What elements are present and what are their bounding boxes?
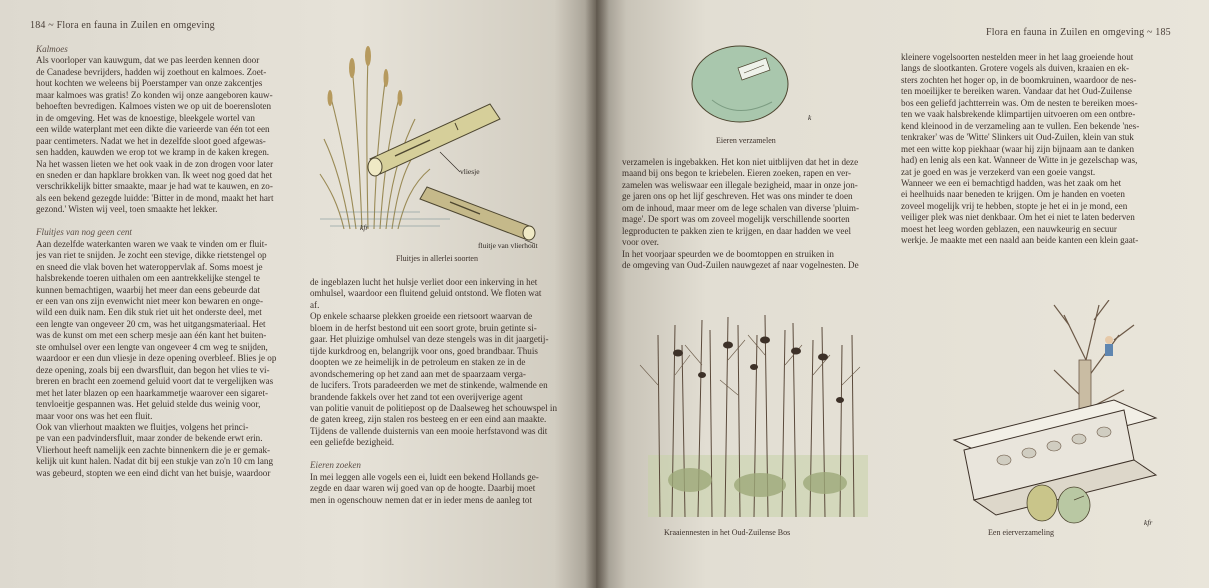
collection-signature: kfr: [1144, 518, 1153, 527]
text-line: tenvloeitje gespannen was. Het geluid stelde dus weinig voor,: [36, 399, 261, 410]
text-line: Vlierhout heeft namelijk een zachte binnenkern die je er gemak-: [36, 444, 271, 455]
text-line: In het voorjaar speurden we de boomtoppen en struiken in: [622, 248, 834, 259]
text-line: Aan dezelfde waterkanten waren we vaak te vinden om er fluit-: [36, 238, 268, 249]
label-fluitje-vlierhout: fluitje van vlierhout: [478, 241, 538, 250]
text-line: bos een geliefd jachtterrein was. Om de nesten te bereiken moes-: [901, 97, 1138, 108]
text-line: met een witte kop piekhaar (waar hij zijn bijnaam aan te danken: [901, 143, 1135, 154]
left-page: [0, 0, 596, 588]
egg-illustration: [682, 40, 822, 134]
text-line: om de inhoud, maar meer om de lege schalen van diverse 'pluim-: [622, 202, 859, 213]
text-line: er een van ons zijn evenwicht niet meer kon bewaren en onge-: [36, 295, 263, 306]
text-line: ei heelhuids naar beneden te krijgen. Om je handen en voeten: [901, 189, 1125, 200]
right-page: [596, 0, 1209, 588]
text-line: met het later blazen op een haarkammetje waarover een sigaret-: [36, 387, 269, 398]
text-line: gezond.' Wisten wij veel, toen smaakte het lekker.: [36, 204, 218, 215]
caption-eierverzameling: Een eierverzameling: [988, 528, 1054, 537]
text-line: veiliger plek was niet denkbaar. Om het ei niet te laten bederven: [901, 212, 1135, 223]
text-line: wild een duik nam. Een dik stuk riet uit het onderste deel, met: [36, 307, 262, 318]
text-line: kend kleinood in de verzameling aan te vullen. Een bekende 'nes-: [901, 120, 1140, 131]
text-line: en sneed die vlak boven het wateroppervlak af. Soms moest je: [36, 261, 263, 272]
text-line: breren en bracht een zoemend geluid voort dat te vergelijken was: [36, 376, 274, 387]
text-line: en sneden er dan hapklare brokken van. Ik weet nog goed dat het: [36, 169, 273, 180]
text-line: legproducten te pakken zien te krijgen, en daar hadden we veel: [622, 225, 852, 236]
text-line: deze opening, zoals bij een dwarsfluit, dan begon het vlies te vi-: [36, 364, 270, 375]
text-line: Op enkele schaarse plekken groeide een rietsoort waarvan de: [310, 311, 533, 322]
text-line: een wilde waterplant met een dikte die varieerde van één tot een: [36, 124, 270, 135]
crows-nests-illustration: [630, 305, 880, 525]
text-line: langs de slootkanten. Grotere vogels als duiven, kraaien en ek-: [901, 63, 1130, 74]
text-line: bloem in de herfst bestond uit een soort grote, bruin getinte si-: [310, 322, 537, 333]
left-running-head: 184 ~ Flora en fauna in Zuilen en omgeving: [30, 20, 215, 31]
text-line: sters zochten het hoger op, in de boomkruinen, waardoor de nes-: [901, 74, 1137, 85]
text-line: gaar. Het pluizige omhulsel van deze stengels was in dit jaargetij-: [310, 334, 549, 345]
text-line: de Canadese bevrijders, hadden wij zoethout en kalmoes. Zoet-: [36, 66, 267, 77]
text-line: brandende fakkels over het zand tot een overijverige agent: [310, 391, 523, 402]
caption-kraaiennesten: Kraaiennesten in het Oud-Zuilense Bos: [664, 528, 791, 537]
text-line: avondschemering op het zand aan met de spaarzaam verga-: [310, 368, 526, 379]
flutes-illustration: [300, 44, 580, 258]
text-line: pe van een padvindersfluit, maar zonder de bekende erwt erin.: [36, 433, 263, 444]
text-line: doopten we ze heimelijk in de petroleum en staken ze in de: [310, 357, 526, 368]
text-line: zoveel mogelijk vrij te hebben, stopte je het ei in je mond, een: [901, 200, 1128, 211]
label-vliesje: vliesje: [460, 167, 480, 176]
section-heading: Eieren zoeken: [310, 460, 361, 471]
text-line: voor over.: [622, 237, 659, 248]
section-heading: Kalmoes: [36, 44, 68, 54]
text-line: ge jaren ons op het lijf geschreven. Het was ons minder te doen: [622, 191, 853, 202]
text-line: was gebeurd, stopten we een eind dicht van het buisje, waardoor: [36, 467, 271, 478]
text-line: kelijk uit kunt halen. Nadat dit bij een stukje van zo'n 10 cm lang: [36, 456, 274, 467]
text-line: kunnen bemachtigen, waarbij het meer dan eens gebeurde dat: [36, 284, 260, 295]
text-line: moest het leeg worden geblazen, een nauwkeurig en secuur: [901, 223, 1117, 234]
text-line: Ook van vlierhout maakten we fluitjes, volgens het princi-: [36, 421, 249, 432]
text-line: ten moeilijker te bereiken waren. Vandaar dat het Oud-Zuilense: [901, 86, 1132, 97]
text-line: kleinere vogelsoorten nestelden meer in het laag groeiende hout: [901, 52, 1134, 62]
text-line: Als voorloper van kauwgum, dat we pas leerden kennen door: [36, 55, 260, 66]
text-line: [310, 449, 572, 460]
text-line: een geliefde bezigheid.: [310, 437, 395, 448]
text-line: paar centimeters. Nadat we het in dezelfde sloot goed afgewas-: [36, 135, 266, 146]
text-line: ste omhulsel over een lengte van ongeveer 4 cm weg te snijden,: [36, 341, 268, 352]
text-line: tenkraker' was de 'Witte' Slinkers uit Oud-Zuilen, klein van stuk: [901, 132, 1134, 143]
right-running-head: Flora en fauna in Zuilen en omgeving ~ 185: [986, 27, 1171, 38]
text-line: waardoor er een dun vliesje in deze opening overbleef. Blies je op: [36, 353, 277, 364]
text-line: maand bij ons begon te kriebelen. Eieren zoeken, rapen en ver-: [622, 168, 852, 179]
text-line: de ingeblazen lucht het hulsje verliet door een inkerving in het: [310, 277, 538, 287]
text-line: Na het wassen lieten we het ook vaak in de zon drogen voor later: [36, 158, 274, 169]
text-line: zegde en daar waren wij goed van op de hoogte. Daarbij moet: [310, 483, 536, 494]
left-page-column-1: [36, 44, 298, 479]
right-page-column-1: [622, 157, 887, 272]
text-line: verzamelen is ingebakken. Het kon niet uitblijven dat het in deze: [622, 157, 859, 167]
text-line: was de kunst om met een scherp mesje aan één kant het buiten-: [36, 330, 267, 341]
text-line: af.: [310, 299, 320, 310]
text-line: verschrikkelijk bitter smaakte, maar je had wat te kauwen, en zo-: [36, 181, 273, 192]
caption-eieren-verzamelen: Eieren verzamelen: [716, 136, 776, 145]
text-line: ten we vaak halsbrekende klimpartijen uitvoeren om een ontbre-: [901, 109, 1136, 120]
text-line: Wanneer we een ei bemachtigd hadden, was het zaak om het: [901, 177, 1122, 188]
egg-collection-illustration: [924, 300, 1194, 530]
text-line: als een bekend gezegde luidde: 'Bitter in de mond, maakt het hart: [36, 192, 274, 203]
artist-signature: kfr: [360, 223, 369, 232]
text-line: Tijdens de vallende duisternis van een mooie herfstavond was dit: [310, 425, 548, 436]
text-line: behoeften bevredigen. Kalmoes visten we op uit de boerensloten: [36, 101, 272, 112]
text-line: had) en lenig als een kat. Wanneer de Witte in je gezelschap was,: [901, 155, 1138, 166]
left-page-column-2: [310, 277, 572, 506]
text-line: mage'. De sport was om zoveel mogelijk verschillende soorten: [622, 214, 850, 225]
right-page-column-2: [901, 52, 1181, 247]
caption-fluitjes: Fluitjes in allerlei soorten: [396, 254, 478, 263]
text-line: de lucifers. Trots paradeerden we met de stinkende, walmende en: [310, 380, 548, 391]
text-line: omhulsel, waardoor een fluitend geluid ontstond. We floten wat: [310, 288, 542, 299]
text-line: [36, 216, 298, 227]
text-line: tijde kurkdroog en, belangrijk voor ons, goed brandbaar. Thuis: [310, 345, 538, 356]
text-line: In mei leggen alle vogels een ei, luidt een bekend Hollands ge-: [310, 471, 539, 482]
book-gutter: [585, 0, 609, 588]
text-line: maar kalmoes was gratis! Zo konden wij onze aangeboren kauw-: [36, 89, 273, 100]
egg-signature: k: [808, 113, 812, 122]
text-line: zamelen was weliswaar een illegale bezigheid, maar in onze jon-: [622, 179, 858, 190]
text-line: de gaten kreeg, zijn stalen ros besteeg en er een eind aan maakte.: [310, 414, 547, 425]
text-line: maar voor ons was het een fluit.: [36, 410, 153, 421]
text-line: werkje. Je maakte met een naald aan beide kanten een klein gaat-: [901, 235, 1139, 246]
text-line: men in ogenschouw nemen dat er in ieder mens de aanleg tot: [310, 494, 532, 505]
text-line: in de omgeving. Het was de knoestige, bleekgele wortel van: [36, 112, 255, 123]
section-heading: Fluitjes van nog geen cent: [36, 227, 132, 238]
text-line: halsbrekende toeren uithalen om een aantrekkelijke stengel te: [36, 273, 260, 284]
text-line: de omgeving van Oud-Zuilen nauwgezet af naar vogelnesten. De: [622, 260, 859, 271]
text-line: sen hadden, kauwden we erop tot we kramp in de kaken kregen.: [36, 147, 270, 158]
text-line: hout kochten we weleens bij Poerstamper van onze zakcentjes: [36, 78, 263, 89]
text-line: van politie vanuit de politiepost op de Daalseweg het schouwspel in: [310, 402, 557, 413]
text-line: jes van riet te snijden. Je zocht een stevige, dikke rietstengel op: [36, 250, 267, 261]
text-line: zat je goed en was je verzekerd van een goeie vangst.: [901, 166, 1096, 177]
text-line: een lengte van ongeveer 20 cm, was het uitgangsmateriaal. Het: [36, 318, 266, 329]
